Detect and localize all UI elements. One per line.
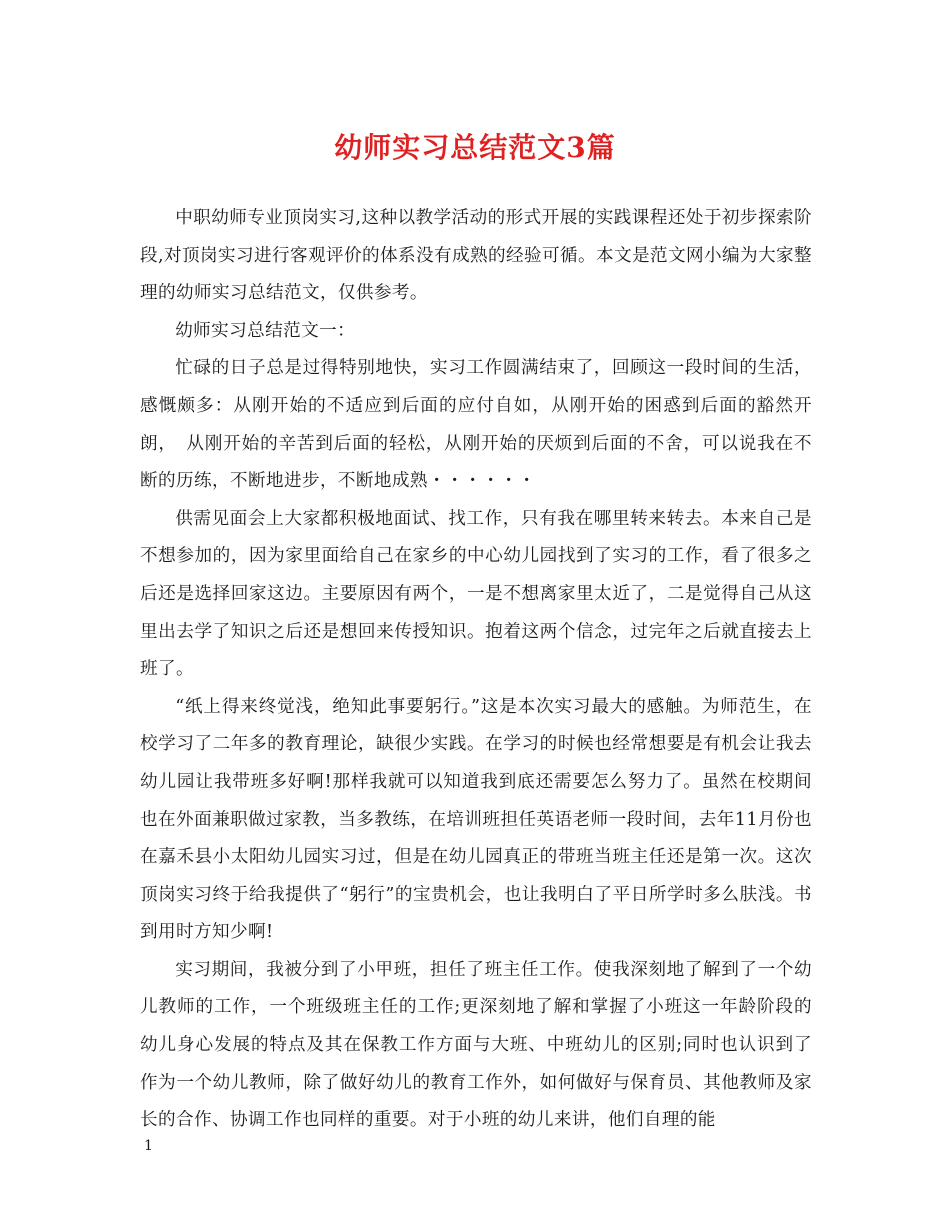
document-title: 幼师实习总结范文3篇 — [334, 131, 616, 164]
intro-paragraph: 中职幼师专业顶岗实习,这种以教学活动的形式开展的实践课程还处于初步探索阶段,对顶岗实习进行客观评价的体系没有成熟的经验可循。本文是范文网小编为大家整理的幼师实习总结范文，仅供参考。 — [140, 208, 812, 304]
section-heading: 幼师实习总结范文一： — [175, 320, 356, 341]
body-paragraph: 忙碌的日子总是过得特别地快，实习工作圆满结束了，回顾这一段时间的生活，感慨颇多：从刚开始的不适应到后面的应付自如，从刚开始的困惑到后面的豁然开朗， 从刚开始的辛苦到后面的轻松，从刚开始的厌烦到后面的不舍，可以说我在不断的历练，不断地进步，不断地成熟・・・・・・ — [140, 358, 812, 492]
body-paragraph: 实习期间，我被分到了小甲班，担任了班主任工作。使我深刻地了解到了一个幼儿教师的工作，一个班级班主任的工作;更深刻地了解和掌握了小班这一年龄阶段的幼儿身心发展的特点及其在保教工作方面与大班、中班幼儿的区别;同时也认识到了作为一个幼儿教师，除了做好幼儿的教育工作外，如何做好与保育员、其他教师及家长的合作、协调工作也同样的重要。对于小班的幼儿来讲，他们自理的能 — [140, 959, 812, 1131]
body-paragraph: 供需见面会上大家都积极地面试、找工作，只有我在哪里转来转去。本来自己是不想参加的，因为家里面给自己在家乡的中心幼儿园找到了实习的工作，看了很多之后还是选择回家这边。主要原因有两个，一是不想离家里太近了，二是觉得自己从这里出去学了知识之后还是想回来传授知识。抱着这两个信念，过完年之后就直接去上班了。 — [140, 508, 812, 680]
document-body — [140, 200, 812, 1140]
body-paragraph: “纸上得来终觉浅，绝知此事要躬行。”这是本次实习最大的感触。为师范生，在校学习了二年多的教育理论，缺很少实践。在学习的时候也经常想要是有机会让我去幼儿园让我带班多好啊!那样我就可以知道我到底还需要怎么努力了。虽然在校期间也在外面兼职做过家教，当多教练，在培训班担任英语老师一段时间，去年11月份也在嘉禾县小太阳幼儿园实习过，但是在幼儿园真正的带班当班主任还是第一次。这次顶岗实习终于给我提供了“躬行”的宝贵机会，也让我明白了平日所学时多么肤浅。书到用时方知少啊! — [140, 696, 812, 943]
page-number: 1 — [144, 1138, 153, 1154]
